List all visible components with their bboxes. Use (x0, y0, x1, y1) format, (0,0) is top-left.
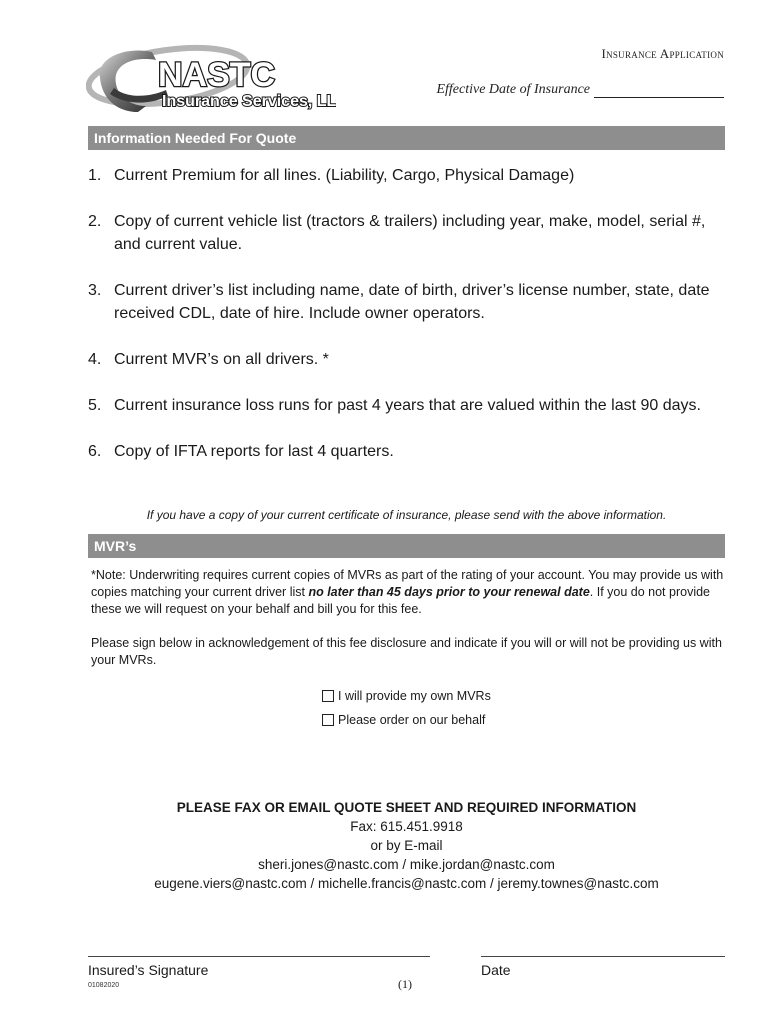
document-title: Insurance Application (601, 46, 724, 61)
logo-subtitle: Insurance Services, LLC (162, 93, 336, 110)
fax-number: Fax: 615.451.9918 (350, 819, 463, 834)
list-item: 5. Current insurance loss runs for past 4 years that are valued within the last 90 days. (88, 397, 701, 414)
list-item: 4. Current MVR’s on all drivers. * (88, 351, 329, 368)
list-item: 6. Copy of IFTA reports for last 4 quarters. (88, 443, 394, 460)
effective-date-input-line[interactable] (594, 83, 724, 98)
renewal-deadline-emphasis: no later than 45 days prior to your renewal date (308, 585, 590, 599)
checkbox-provide-own[interactable] (322, 690, 334, 702)
option-order-on-behalf[interactable]: Please order on our behalf (322, 708, 491, 732)
nastc-logo (86, 40, 336, 120)
list-item: 3. Current driver’s list including name, date of birth, driver’s license number, state, date received CDL, date of hire. Include owner operators. (88, 282, 710, 322)
mvr-note: *Note: Underwriting requires current copies of MVRs as part of the rating of your account. You may provide us with copies matching your current driver list no later than 45 days prior to your renewal date. If you do not provide these we will request on your behalf and bill you for this fee. (91, 568, 724, 616)
acknowledgement-text: Please sign below in acknowledgement of this fee disclosure and indicate if you will or will not be providing us with your MVRs. (91, 636, 722, 667)
quote-section-header: Information Needed For Quote (88, 126, 725, 150)
effective-date-label: Effective Date of Insurance (436, 82, 590, 97)
signature-label: Insured’s Signature (88, 962, 209, 978)
signature-line[interactable] (88, 956, 430, 957)
quote-requirements-list (88, 164, 728, 486)
or-email-text: or by E-mail (370, 838, 443, 853)
email-list-2: eugene.viers@nastc.com / michelle.francis@nastc.com / jeremy.townes@nastc.com (154, 876, 659, 891)
option-provide-own-mvrs[interactable]: I will provide my own MVRs (322, 684, 491, 708)
list-item: 2. Copy of current vehicle list (tractors & trailers) including year, make, model, serial #, and current value. (88, 213, 706, 253)
logo-swoosh-icon (86, 40, 336, 120)
email-list-1: sheri.jones@nastc.com / mike.jordan@nastc.com (258, 857, 555, 872)
contact-heading: PLEASE FAX OR EMAIL QUOTE SHEET AND REQUIRED INFORMATION (176, 800, 637, 815)
mvr-section-header: MVR’s (88, 534, 725, 558)
list-item: 1. Current Premium for all lines. (Liability, Cargo, Physical Damage) (88, 167, 575, 184)
form-code: 01082020 (88, 982, 120, 989)
date-line[interactable] (481, 956, 725, 957)
date-label: Date (481, 962, 511, 978)
mvr-options (322, 684, 491, 732)
effective-date-field (436, 82, 724, 98)
logo-wordmark: NASTC (158, 56, 276, 94)
contact-block (88, 798, 725, 893)
checkbox-order-behalf[interactable] (322, 714, 334, 726)
certificate-note: If you have a copy of your current certificate of insurance, please send with the above information. (146, 508, 667, 522)
page-number: (1) (398, 977, 412, 991)
